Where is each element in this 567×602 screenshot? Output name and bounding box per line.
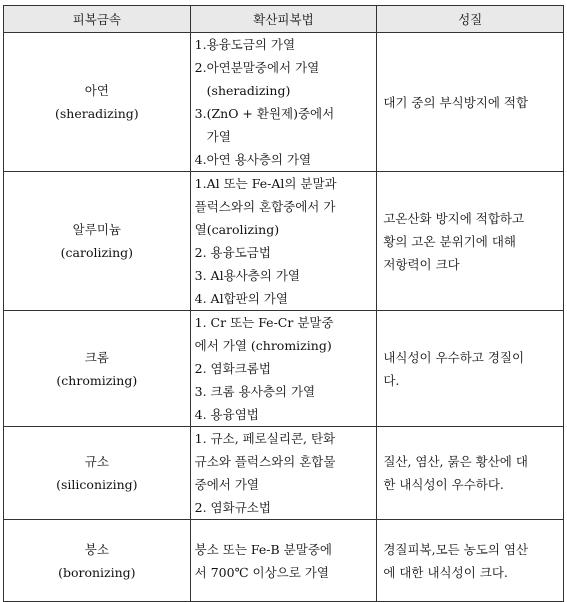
process-line: 3. Al용사층의 가열 (194, 268, 301, 283)
property-cell (377, 427, 564, 520)
process-line: 규소와 플럭스와의 혼합물 (194, 454, 336, 469)
header-process: 확산피복법 (190, 6, 377, 33)
table-row (4, 311, 564, 427)
property-line: 다. (383, 372, 400, 388)
metal-name: 붕소 (84, 541, 109, 557)
metal-cell (4, 311, 191, 427)
process-cell (190, 520, 377, 602)
diffusion-coating-table (3, 5, 564, 602)
metal-name: 아연 (84, 83, 109, 98)
method-name: (boronizing) (58, 564, 136, 580)
property-line: 고온산화 방지에 적합하고 (383, 210, 525, 226)
property-cell (377, 311, 564, 427)
header-row (4, 6, 564, 33)
header-property: 성질 (377, 6, 564, 33)
table-row (4, 172, 564, 311)
property-cell (377, 520, 564, 602)
metal-cell (4, 520, 191, 602)
process-line: 붕소 또는 Fe-B 분말중에 (194, 541, 332, 557)
property-line: 경질피복,모든 농도의 염산 (383, 541, 529, 557)
table-row (4, 33, 564, 172)
process-line: 플럭스와의 혼합중에서 가 (194, 199, 336, 214)
metal-name: 규소 (84, 454, 109, 469)
metal-cell (4, 427, 191, 520)
header-metal: 피복금속 (4, 6, 191, 33)
property-line: 한 내식성이 우수하다. (383, 477, 504, 492)
process-line: 열(carolizing) (194, 222, 280, 237)
property-cell (377, 172, 564, 311)
method-name: (carolizing) (60, 245, 133, 260)
process-line: 4.아연 용사층의 가열 (194, 152, 312, 167)
process-line: 3. 크롬 용사층의 가열 (194, 384, 316, 399)
table-row (4, 520, 564, 602)
property-cell (377, 33, 564, 172)
process-cell (190, 172, 377, 311)
process-line: 4. Al합판의 가열 (194, 291, 288, 306)
process-cell (190, 427, 377, 520)
property-line: 내식성이 우수하고 경질이 (383, 349, 525, 365)
process-line: 2. 염화크롬법 (194, 361, 271, 376)
process-line: 서 700℃ 이상으로 가열 (194, 564, 329, 580)
process-line: 중에서 가열 (194, 477, 260, 492)
process-line: 1. 규소, 페로실리콘, 탄화 (194, 431, 336, 446)
process-line: 1.Al 또는 Fe-Al의 분말과 (194, 176, 337, 191)
process-line: 가열 (206, 129, 231, 144)
process-line: (sheradizing) (206, 83, 291, 98)
process-line: 4. 용융염법 (194, 407, 259, 422)
process-cell (190, 33, 377, 172)
process-line: 2.아연분말중에서 가열 (194, 60, 320, 75)
process-line: 에서 가열 (chromizing) (194, 338, 332, 353)
method-name: (siliconizing) (56, 477, 138, 492)
metal-cell (4, 172, 191, 311)
process-line: 1.용융도금의 가열 (194, 37, 296, 52)
metal-name: 알루미늄 (72, 222, 121, 237)
property-line: 황의 고온 분위기에 대해 (383, 233, 516, 249)
process-line: 1. Cr 또는 Fe-Cr 분말중 (194, 315, 334, 330)
property-line: 저항력이 크다 (383, 256, 460, 272)
property-line: 질산, 염산, 묽은 황산에 대 (383, 454, 528, 469)
process-line: 3.(ZnO + 환원제)중에서 (194, 106, 335, 121)
process-line: 2. 염화규소법 (194, 500, 271, 515)
method-name: (sheradizing) (54, 106, 139, 121)
table-row (4, 427, 564, 520)
metal-name: 크롬 (84, 349, 109, 365)
process-cell (190, 311, 377, 427)
property-line: 에 대한 내식성이 크다. (383, 564, 508, 580)
process-line: 2. 용융도금법 (194, 245, 271, 260)
metal-cell (4, 33, 191, 172)
method-name: (chromizing) (56, 372, 138, 388)
property-line: 대기 중의 부식방지에 적합 (383, 94, 529, 110)
